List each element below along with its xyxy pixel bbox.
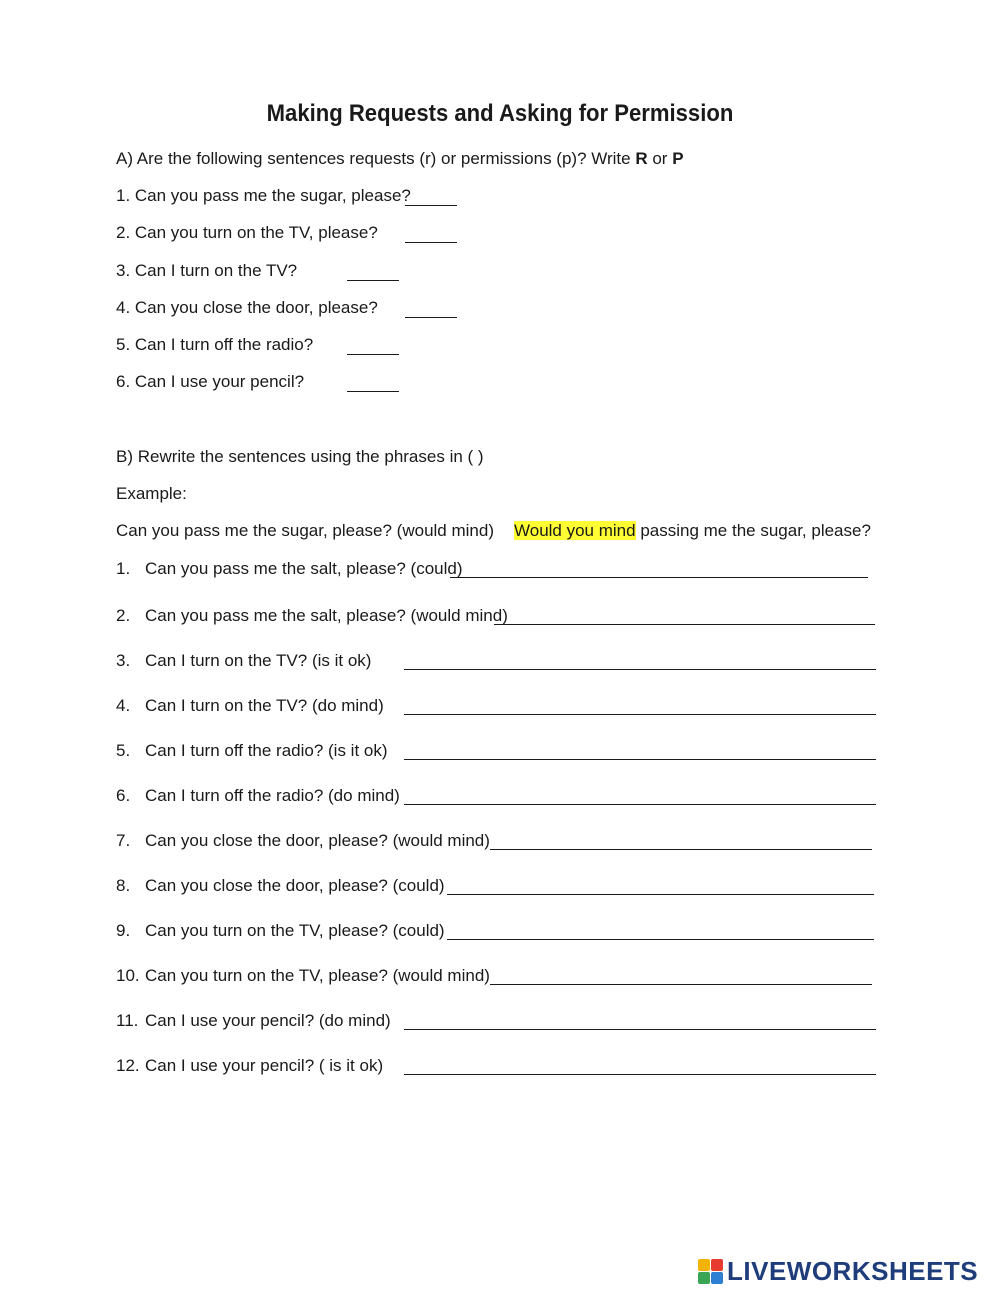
section-a-item-1: 1. Can you pass me the sugar, please? <box>116 186 411 205</box>
page-title: Making Requests and Asking for Permission <box>266 100 734 127</box>
answer-blank-b10[interactable] <box>490 984 872 985</box>
b-item-4-number: 4. <box>116 696 131 715</box>
logo-cube-blue <box>711 1272 723 1284</box>
answer-blank-b12[interactable] <box>404 1074 876 1075</box>
b-item-11-number: 11. <box>116 1011 139 1030</box>
section-a-item-3: 3. Can I turn on the TV? <box>116 261 298 280</box>
instruction-text: A) Are the following sentences requests (r) or permissions (p)? Write <box>116 149 636 168</box>
answer-blank-a5[interactable] <box>347 354 399 355</box>
section-a-item-2: 2. Can you turn on the TV, please? <box>116 223 378 242</box>
b-item-5-number: 5. <box>116 741 131 760</box>
answer-blank-a4[interactable] <box>405 317 457 318</box>
section-a-item-5: 5. Can I turn off the radio? <box>116 335 314 354</box>
liveworksheets-logo <box>698 1256 978 1286</box>
answer-blank-b6[interactable] <box>404 804 876 805</box>
answer-blank-b5[interactable] <box>404 759 876 760</box>
section-a-item-4: 4. Can you close the door, please? <box>116 298 378 317</box>
b-item-5-text: Can I turn off the radio? (is it ok) <box>145 741 388 760</box>
answer-blank-a6[interactable] <box>347 391 399 392</box>
section-b-instruction: B) Rewrite the sentences using the phrases in ( ) <box>116 447 484 466</box>
answer-blank-b7[interactable] <box>490 849 872 850</box>
b-item-7-number: 7. <box>116 831 131 850</box>
answer-blank-b11[interactable] <box>404 1029 876 1030</box>
b-item-7-text: Can you close the door, please? (would mind) <box>145 831 490 850</box>
answer-blank-a1[interactable] <box>405 205 457 206</box>
b-item-10-number: 10. <box>116 966 140 985</box>
b-item-9-text: Can you turn on the TV, please? (could) <box>145 921 445 940</box>
b-item-6-text: Can I turn off the radio? (do mind) <box>145 786 400 805</box>
example-question: Can you pass me the sugar, please? (would mind) <box>116 521 494 540</box>
b-item-12-text: Can I use your pencil? ( is it ok) <box>145 1056 384 1075</box>
b-item-2-text: Can you pass me the salt, please? (would mind) <box>145 606 508 625</box>
answer-blank-a3[interactable] <box>347 280 399 281</box>
b-item-9-number: 9. <box>116 921 131 940</box>
logo-cube-red <box>711 1259 723 1271</box>
answer-blank-b4[interactable] <box>404 714 876 715</box>
example-highlight: Would you mind <box>514 521 636 540</box>
logo-cube-icon <box>698 1259 723 1284</box>
instruction-or: or <box>647 149 673 168</box>
answer-blank-b1[interactable] <box>450 577 868 578</box>
example-answer-rest: passing me the sugar, please? <box>635 521 871 540</box>
b-item-12-number: 12. <box>116 1056 140 1075</box>
letter-r: R <box>635 149 648 168</box>
answer-blank-b8[interactable] <box>447 894 874 895</box>
logo-cube-green <box>698 1272 710 1284</box>
b-item-10-text: Can you turn on the TV, please? (would mind) <box>145 966 490 985</box>
b-item-6-number: 6. <box>116 786 131 805</box>
example-answer <box>514 520 871 542</box>
b-item-1-number: 1. <box>116 559 131 578</box>
answer-blank-b9[interactable] <box>447 939 874 940</box>
answer-blank-b2[interactable] <box>494 624 875 625</box>
b-item-3-text: Can I turn on the TV? (is it ok) <box>145 651 372 670</box>
b-item-3-number: 3. <box>116 651 131 670</box>
example-label: Example: <box>116 484 187 503</box>
logo-cube-yellow <box>698 1259 710 1271</box>
b-item-4-text: Can I turn on the TV? (do mind) <box>145 696 384 715</box>
b-item-11-text: Can I use your pencil? (do mind) <box>145 1011 391 1030</box>
b-item-8-text: Can you close the door, please? (could) <box>145 876 445 895</box>
answer-blank-b3[interactable] <box>404 669 876 670</box>
letter-p: P <box>672 149 684 168</box>
b-item-2-number: 2. <box>116 606 131 625</box>
answer-blank-a2[interactable] <box>405 242 457 243</box>
b-item-8-number: 8. <box>116 876 131 895</box>
section-a-item-6: 6. Can I use your pencil? <box>116 372 305 391</box>
section-a-instruction <box>116 148 684 170</box>
b-item-1-text: Can you pass me the salt, please? (could) <box>145 559 463 578</box>
logo-text: LIVEWORKSHEETS <box>727 1255 979 1286</box>
